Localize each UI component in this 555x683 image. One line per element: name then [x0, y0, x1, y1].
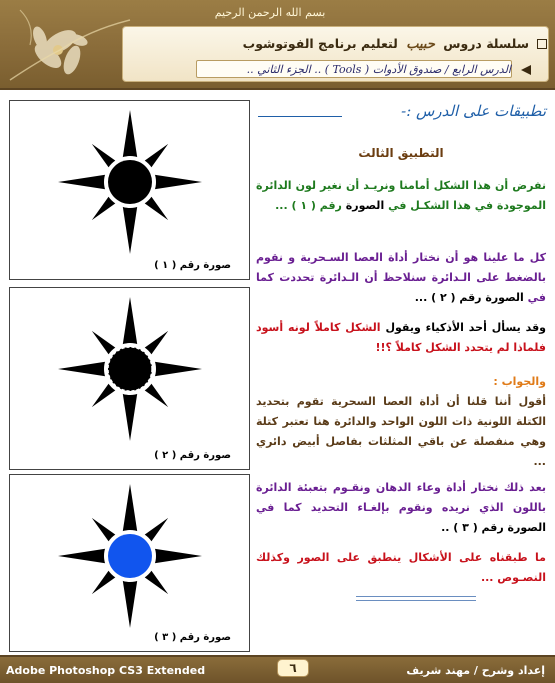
figure-caption: صورة رقم ( ٢ ): [154, 450, 231, 461]
paragraph-3: [256, 318, 546, 358]
paragraph-2-ref: الصورة رقم ( ٢ ) ...: [414, 291, 524, 304]
figure-1: [9, 100, 250, 280]
page-header: [0, 0, 555, 90]
basmala-text: بسم الله الرحمن الرحيم: [214, 6, 326, 19]
lesson-title: الدرس الرابع / صندوق الأدوات ( Tools ) .. الجزء الثاني ..: [246, 63, 511, 76]
sun-selected-shape-icon: [50, 294, 210, 444]
figure-2: [9, 287, 250, 470]
section-title: تطبيقات على الدرس :-: [401, 102, 546, 120]
paragraph-1-text: نفرض أن هذا الشكل أمامنا ونريـد أن نغير لون الدائرة الموجودة في هذا الشكـل في: [256, 179, 546, 212]
series-title: [243, 36, 529, 52]
app-name: Adobe Photoshop CS3 Extended: [6, 664, 206, 677]
square-bullet-icon: [537, 39, 547, 49]
paragraph-4: [256, 372, 546, 472]
page-footer: [0, 655, 555, 683]
paragraph-1: [256, 176, 546, 216]
application-title: التطبيق الثالث: [358, 146, 444, 160]
figure-caption: صورة رقم ( ١ ): [154, 260, 231, 271]
flower-ornament-icon: [0, 0, 140, 90]
author-credit: إعداد وشرح / مهند شريف: [406, 664, 545, 677]
figure-caption: صورة رقم ( ٣ ): [154, 632, 231, 643]
paragraph-6: ما طبقناه على الأشكال ينطبق على الصور وكذلك النصـوص ...: [256, 551, 546, 584]
paragraph-3-text: وقد يسأل أحد الأذكياء ويقول: [385, 321, 546, 334]
lesson-content: [256, 100, 546, 648]
answer-body: أقول أننا قلنا أن أداة العصا السحرية تقوم بتحديد الكتلة اللونية ذات اللون الواحد والدائرة هنا تعتبر كتلة وهي منفصلة عن باقي المثلثات بفاصل أبيض دائري ...: [256, 395, 546, 468]
section-title-underline: [258, 116, 342, 117]
answer-title: والجواب :: [493, 375, 546, 388]
figure-3: [9, 474, 250, 652]
series-title-post: لتعليم برنامج الفوتوشوب: [242, 36, 398, 51]
paragraph-2-text: كل ما علينا هو أن نختار أداة العصا السـحرية و نقوم بالضغط على الـدائرة سنلاحظ أن الـدائرة تحددت كما في: [256, 251, 546, 304]
paragraph-3-question: الشكل كاملاً لونه أسود فلماذا لم يتحدد الشكل كاملاً ؟!!: [256, 321, 546, 354]
paragraph-1-end: رقم ( ١ ) ...: [275, 199, 342, 212]
page-number: ٦: [277, 659, 309, 677]
end-divider: [356, 600, 476, 601]
paragraph-5-text: بعد ذلك نختار أداة وعاء الدهان ونقـوم بتعبئة الدائرة باللون الذي نريده ونقوم بإلغـاء التحديد كما في: [256, 481, 546, 514]
series-logo: حبيب: [406, 37, 435, 52]
sun-shape-icon: [50, 107, 210, 257]
series-title-pre: سلسلة دروس: [443, 36, 529, 51]
end-divider: [356, 596, 476, 597]
paragraph-1-ref: الصورة: [345, 199, 385, 212]
paragraph-2: [256, 248, 546, 308]
arrow-left-icon: [521, 65, 531, 75]
paragraph-5: [256, 478, 546, 538]
paragraph-5-ref: الصورة رقم ( ٣ ) ..: [441, 521, 546, 534]
sun-filled-blue-icon: [50, 481, 210, 631]
